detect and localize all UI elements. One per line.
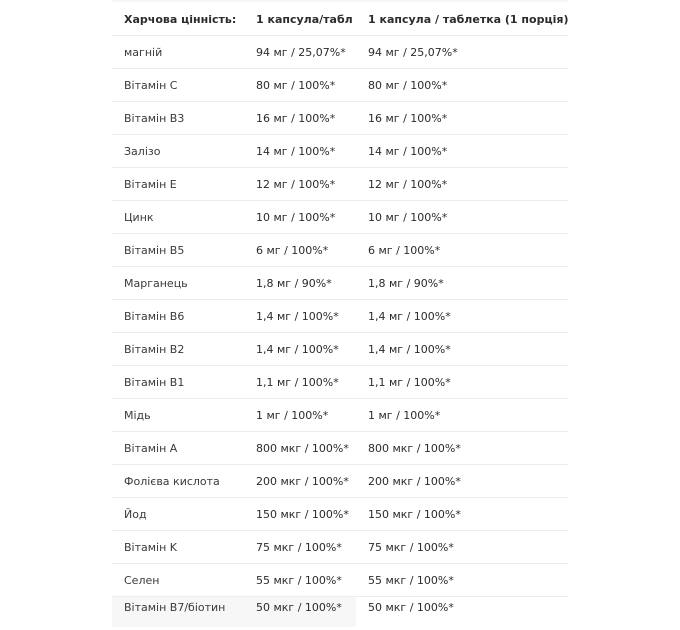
nutrient-name-cell: Цинк [112, 201, 244, 234]
per-capsule-cell: 1,4 мг / 100%* [244, 333, 356, 366]
per-capsule-cell: 80 мг / 100%* [244, 69, 356, 102]
per-serving-cell: 75 мкг / 100%* [356, 531, 568, 564]
per-serving-cell: 50 мкг / 100%* [368, 601, 454, 614]
per-capsule-cell: 16 мг / 100%* [244, 102, 356, 135]
nutrient-name-cell: Вітамін E [112, 168, 244, 201]
per-capsule-cell: 6 мг / 100%* [244, 234, 356, 267]
table-row [112, 465, 568, 498]
per-serving-cell: 94 мг / 25,07%* [356, 36, 568, 69]
per-serving-cell: 14 мг / 100%* [356, 135, 568, 168]
per-capsule-cell: 75 мкг / 100%* [244, 531, 356, 564]
per-capsule-cell: 1,8 мг / 90%* [244, 267, 356, 300]
nutrient-name-cell: Йод [112, 498, 244, 531]
per-serving-cell: 55 мкг / 100%* [356, 564, 568, 597]
per-capsule-cell: 94 мг / 25,07%* [244, 36, 356, 69]
table-row [112, 498, 568, 531]
nutrient-name-cell: Вітамін C [112, 69, 244, 102]
table-header [112, 3, 568, 36]
table-row [112, 69, 568, 102]
table-row [112, 300, 568, 333]
nutrient-name-cell: Залізо [112, 135, 244, 168]
per-capsule-cell: 1,1 мг / 100%* [244, 366, 356, 399]
table-row [112, 168, 568, 201]
nutrient-name-cell: Селен [112, 564, 244, 597]
table-row [112, 333, 568, 366]
table-row [112, 399, 568, 432]
nutrient-name-cell: Вітамін K [112, 531, 244, 564]
per-serving-cell: 1,4 мг / 100%* [356, 333, 568, 366]
table-row [112, 366, 568, 399]
header-nutrient: Харчова цінність: [112, 3, 244, 36]
table-row [112, 597, 568, 628]
header-row [112, 3, 568, 36]
per-capsule-cell: 800 мкг / 100%* [244, 432, 356, 465]
per-capsule-cell: 150 мкг / 100%* [244, 498, 356, 531]
per-capsule-cell: 1 мг / 100%* [244, 399, 356, 432]
table-body [112, 36, 568, 628]
nutrient-name-cell: Вітамін B3 [112, 102, 244, 135]
nutrition-facts-table [112, 3, 568, 627]
table-row [112, 564, 568, 597]
per-capsule-cell: 10 мг / 100%* [244, 201, 356, 234]
table-row [112, 135, 568, 168]
per-serving-cell: 1,8 мг / 90%* [356, 267, 568, 300]
table-row [112, 267, 568, 300]
per-serving-cell: 1,1 мг / 100%* [356, 366, 568, 399]
per-capsule-cell: 12 мг / 100%* [244, 168, 356, 201]
nutrient-name-cell: Вітамін B1 [112, 366, 244, 399]
per-capsule-cell: 50 мкг / 100%* [244, 597, 356, 628]
per-serving-cell: 10 мг / 100%* [356, 201, 568, 234]
nutrient-name-cell: Вітамін B7/біотин [112, 597, 244, 628]
table-row [112, 201, 568, 234]
table-row [112, 234, 568, 267]
per-serving-cell: 16 мг / 100%* [356, 102, 568, 135]
table-row [112, 432, 568, 465]
per-serving-cell: 80 мг / 100%* [356, 69, 568, 102]
nutrient-name-cell: Фолієва кислота [112, 465, 244, 498]
per-serving-cell: 800 мкг / 100%* [356, 432, 568, 465]
per-serving-cell: 200 мкг / 100%* [356, 465, 568, 498]
header-per-serving: 1 капсула / таблетка (1 порція) [356, 3, 568, 36]
per-capsule-cell: 200 мкг / 100%* [244, 465, 356, 498]
per-serving-cell: 1,4 мг / 100%* [356, 300, 568, 333]
per-serving-cell: 1 мг / 100%* [356, 399, 568, 432]
nutrient-name-cell: Вітамін B2 [112, 333, 244, 366]
per-capsule-cell: 55 мкг / 100%* [244, 564, 356, 597]
nutrient-name-cell: Вітамін B6 [112, 300, 244, 333]
header-per-capsule: 1 капсула/табл [244, 3, 356, 36]
per-serving-cell: 6 мг / 100%* [356, 234, 568, 267]
per-capsule-cell: 1,4 мг / 100%* [244, 300, 356, 333]
table-row [112, 531, 568, 564]
nutrient-name-cell: Вітамін B5 [112, 234, 244, 267]
per-serving-cell: 150 мкг / 100%* [356, 498, 568, 531]
per-serving-cell: 12 мг / 100%* [356, 168, 568, 201]
table-row [112, 36, 568, 69]
nutrient-name-cell: магній [112, 36, 244, 69]
nutrient-name-cell: Марганець [112, 267, 244, 300]
nutrient-name-cell: Мідь [112, 399, 244, 432]
nutrient-name-cell: Вітамін A [112, 432, 244, 465]
per-capsule-cell: 14 мг / 100%* [244, 135, 356, 168]
table-row [112, 102, 568, 135]
